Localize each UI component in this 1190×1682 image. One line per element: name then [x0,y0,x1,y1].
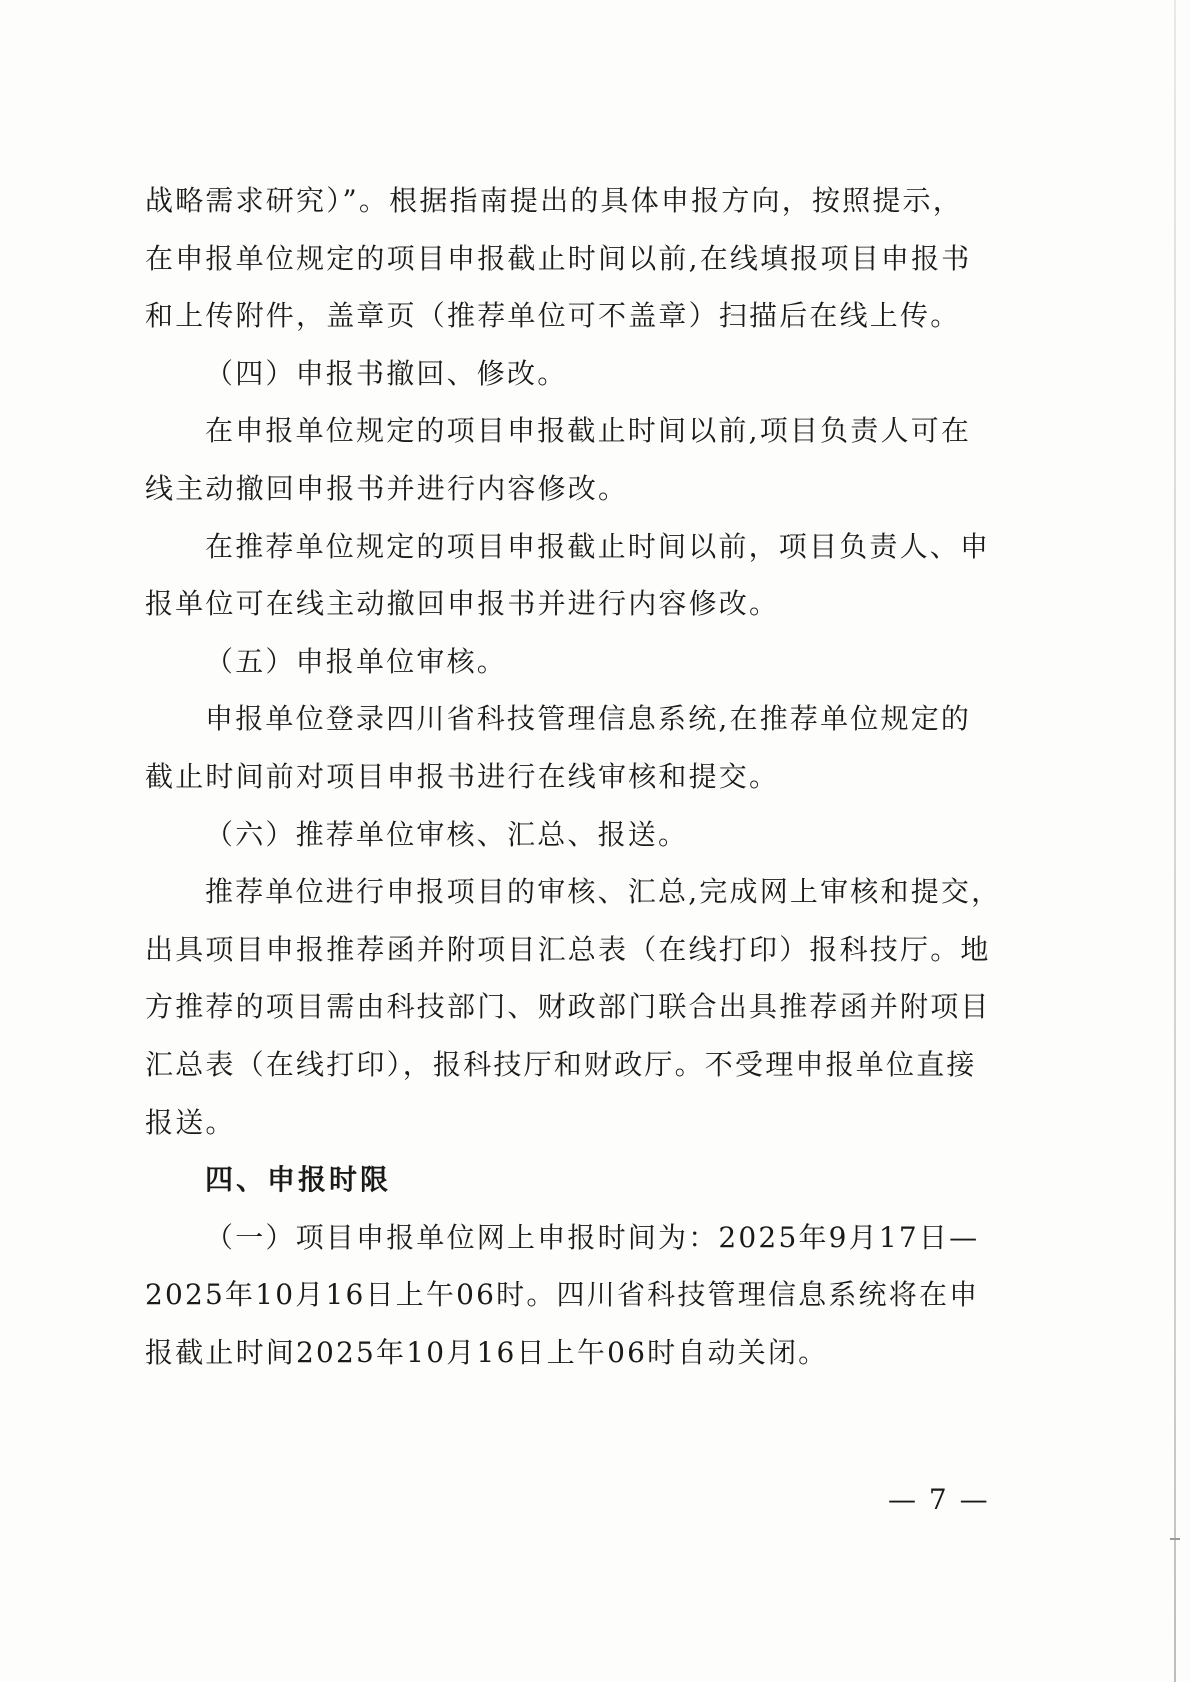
document-body [145,172,1025,1381]
page-edge-mark [1170,1538,1180,1540]
subsection-heading: （四）申报书撤回、修改。 [205,356,568,390]
subsection-heading: （六）推荐单位审核、汇总、报送。 [205,817,689,851]
paragraph-line: 在申报单位规定的项目申报截止时间以前,项目负责人可在 [205,414,972,448]
paragraph-line: （一）项目申报单位网上申报时间为：2025年9月17日— [205,1220,980,1254]
paragraph-line: 申报单位登录四川省科技管理信息系统,在推荐单位规定的 [205,702,972,736]
section-heading: 四、申报时限 [205,1163,392,1197]
paragraph-line: 在推荐单位规定的项目申报截止时间以前，项目负责人、申 [205,529,991,563]
paragraph-line: 报单位可在线主动撤回申报书并进行内容修改。 [145,587,780,621]
subsection-heading: （五）申报单位审核。 [205,644,508,678]
paragraph-line: 线主动撤回申报书并进行内容修改。 [145,471,629,505]
paragraph-line: 方推荐的项目需由科技部门、财政部门联合出具推荐函并附项目 [145,990,991,1024]
paragraph-line: 2025年10月16日上午06时。四川省科技管理信息系统将在申 [145,1278,980,1312]
paragraph-line: 战略需求研究）”。根据指南提出的具体申报方向，按照提示， [145,184,963,217]
paragraph-line: 截止时间前对项目申报书进行在线审核和提交。 [145,759,780,793]
paragraph-line: 和上传附件，盖章页（推荐单位可不盖章）扫描后在线上传。 [145,299,961,333]
paragraph-line: 汇总表（在线打印），报科技厅和财政厅。不受理申报单位直接 [145,1047,977,1081]
page-edge [1174,0,1176,1682]
paragraph-line: 报送。 [145,1105,236,1139]
paragraph-line: 出具项目申报推荐函并附项目汇总表（在线打印）报科技厅。地 [145,932,991,966]
paragraph-line: 推荐单位进行申报项目的审核、汇总,完成网上审核和提交， [205,875,1002,909]
paragraph-line: 报截止时间2025年10月16日上午06时自动关闭。 [145,1335,829,1369]
paragraph-line: 在申报单位规定的项目申报截止时间以前,在线填报项目申报书 [145,241,972,275]
page-number: — 7 — [888,1483,990,1516]
